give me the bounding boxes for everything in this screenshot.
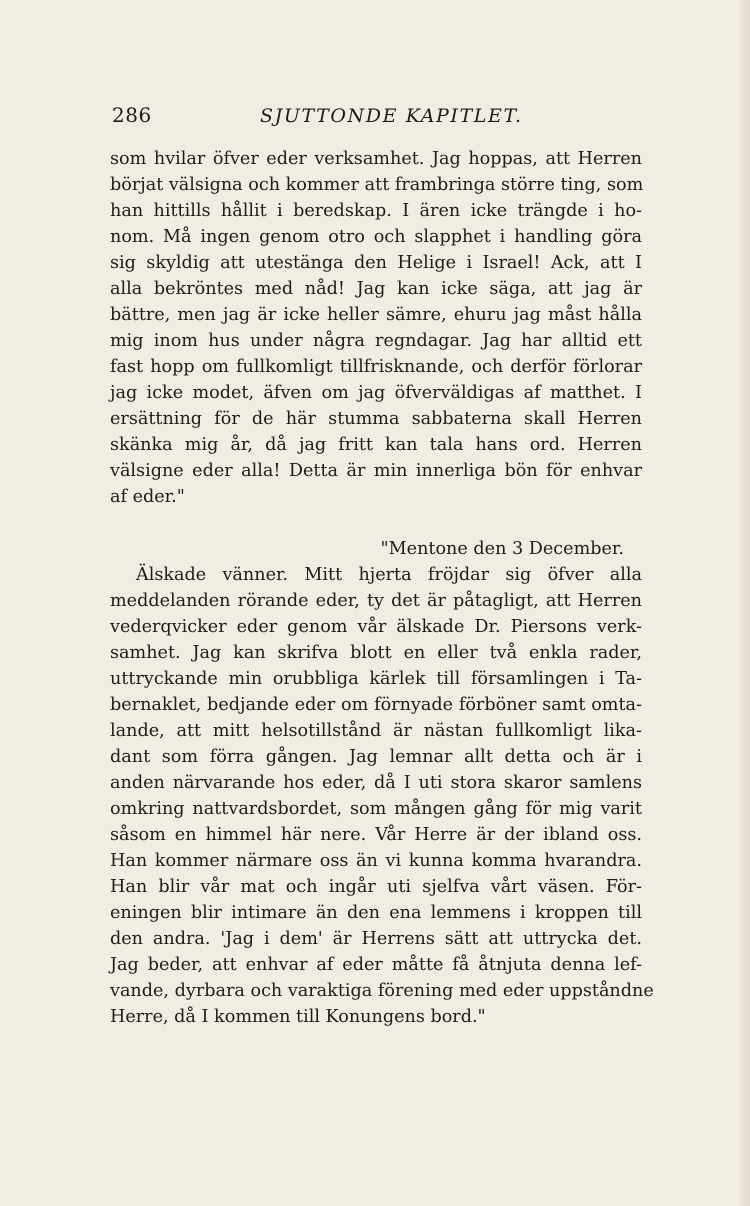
paragraph-letter <box>110 562 654 1030</box>
page-number: 286 <box>112 103 152 127</box>
text-line: meddelanden rörande eder, ty det är påtagligt, att Herren <box>110 591 642 611</box>
text-line: sig skyldig att utestänga den Helige i Israel! Ack, att I <box>110 253 642 273</box>
text-line: jag icke modet, äfven om jag öfverväldigas af matthet. I <box>110 383 642 403</box>
text-line: anden närvarande hos eder, då I uti stora skaror samlens <box>110 773 642 793</box>
text-line: ersättning för de här stumma sabbaterna skall Herren <box>110 409 642 429</box>
text-line: vande, dyrbara och varaktiga förening med eder uppståndne <box>110 981 654 1001</box>
text-line: Jag beder, att enhvar af eder måtte få åtnjuta denna lef- <box>110 955 642 975</box>
text-line: Herre, då I kommen till Konungens bord." <box>110 1007 486 1027</box>
text-line: eningen blir intimare än den ena lemmens i kroppen till <box>110 903 642 923</box>
text-line: Han kommer närmare oss än vi kunna komma hvarandra. <box>110 851 642 871</box>
paragraph-spacer <box>110 510 642 536</box>
letter-dateline: "Mentone den 3 December. <box>380 539 624 559</box>
text-line: som hvilar öfver eder verksamhet. Jag hoppas, att Herren <box>110 149 642 169</box>
text-line: Älskade vänner. Mitt hjerta fröjdar sig öfver alla <box>136 565 642 585</box>
body-text <box>110 146 654 1030</box>
text-line: alla bekröntes med nåd! Jag kan icke säga, att jag är <box>110 279 642 299</box>
page-edge <box>740 0 750 1206</box>
text-line: dant som förra gången. Jag lemnar allt detta och är i <box>110 747 642 767</box>
text-line: börjat välsigna och kommer att frambringa större ting, som <box>110 175 644 195</box>
running-head <box>112 103 640 133</box>
text-line: af eder." <box>110 487 185 507</box>
text-line: den andra. 'Jag i dem' är Herrens sätt att uttrycka det. <box>110 929 642 949</box>
text-line: fast hopp om fullkomligt tillfrisknande, och derför förlorar <box>110 357 642 377</box>
text-line: samhet. Jag kan skrifva blott en eller två enkla rader, <box>110 643 642 663</box>
text-line: uttryckande min orubbliga kärlek till församlingen i Ta- <box>110 669 642 689</box>
chapter-title: SJUTTONDE KAPITLET. <box>260 105 523 127</box>
text-line: lande, att mitt helsotillstånd är nästan fullkomligt lika- <box>110 721 642 741</box>
text-line: skänka mig år, då jag fritt kan tala hans ord. Herren <box>110 435 642 455</box>
text-line: bättre, men jag är icke heller sämre, ehuru jag måst hålla <box>110 305 642 325</box>
text-line: Han blir vår mat och ingår uti sjelfva vårt väsen. För- <box>110 877 642 897</box>
text-line: vederqvicker eder genom vår älskade Dr. Piersons verk- <box>110 617 642 637</box>
text-line: såsom en himmel här nere. Vår Herre är der ibland oss. <box>110 825 642 845</box>
paragraph-letter-continued <box>110 146 642 510</box>
text-line: mig inom hus under några regndagar. Jag har alltid ett <box>110 331 642 351</box>
text-line: nom. Må ingen genom otro och slapphet i handling göra <box>110 227 642 247</box>
text-line: välsigne eder alla! Detta är min innerliga bön för enhvar <box>110 461 642 481</box>
text-line: han hittills hållit i beredskap. I ären icke trängde i ho- <box>110 201 642 221</box>
text-line: omkring nattvardsbordet, som mången gång för mig varit <box>110 799 642 819</box>
text-line: bernaklet, bedjande eder om förnyade förböner samt omta- <box>110 695 642 715</box>
